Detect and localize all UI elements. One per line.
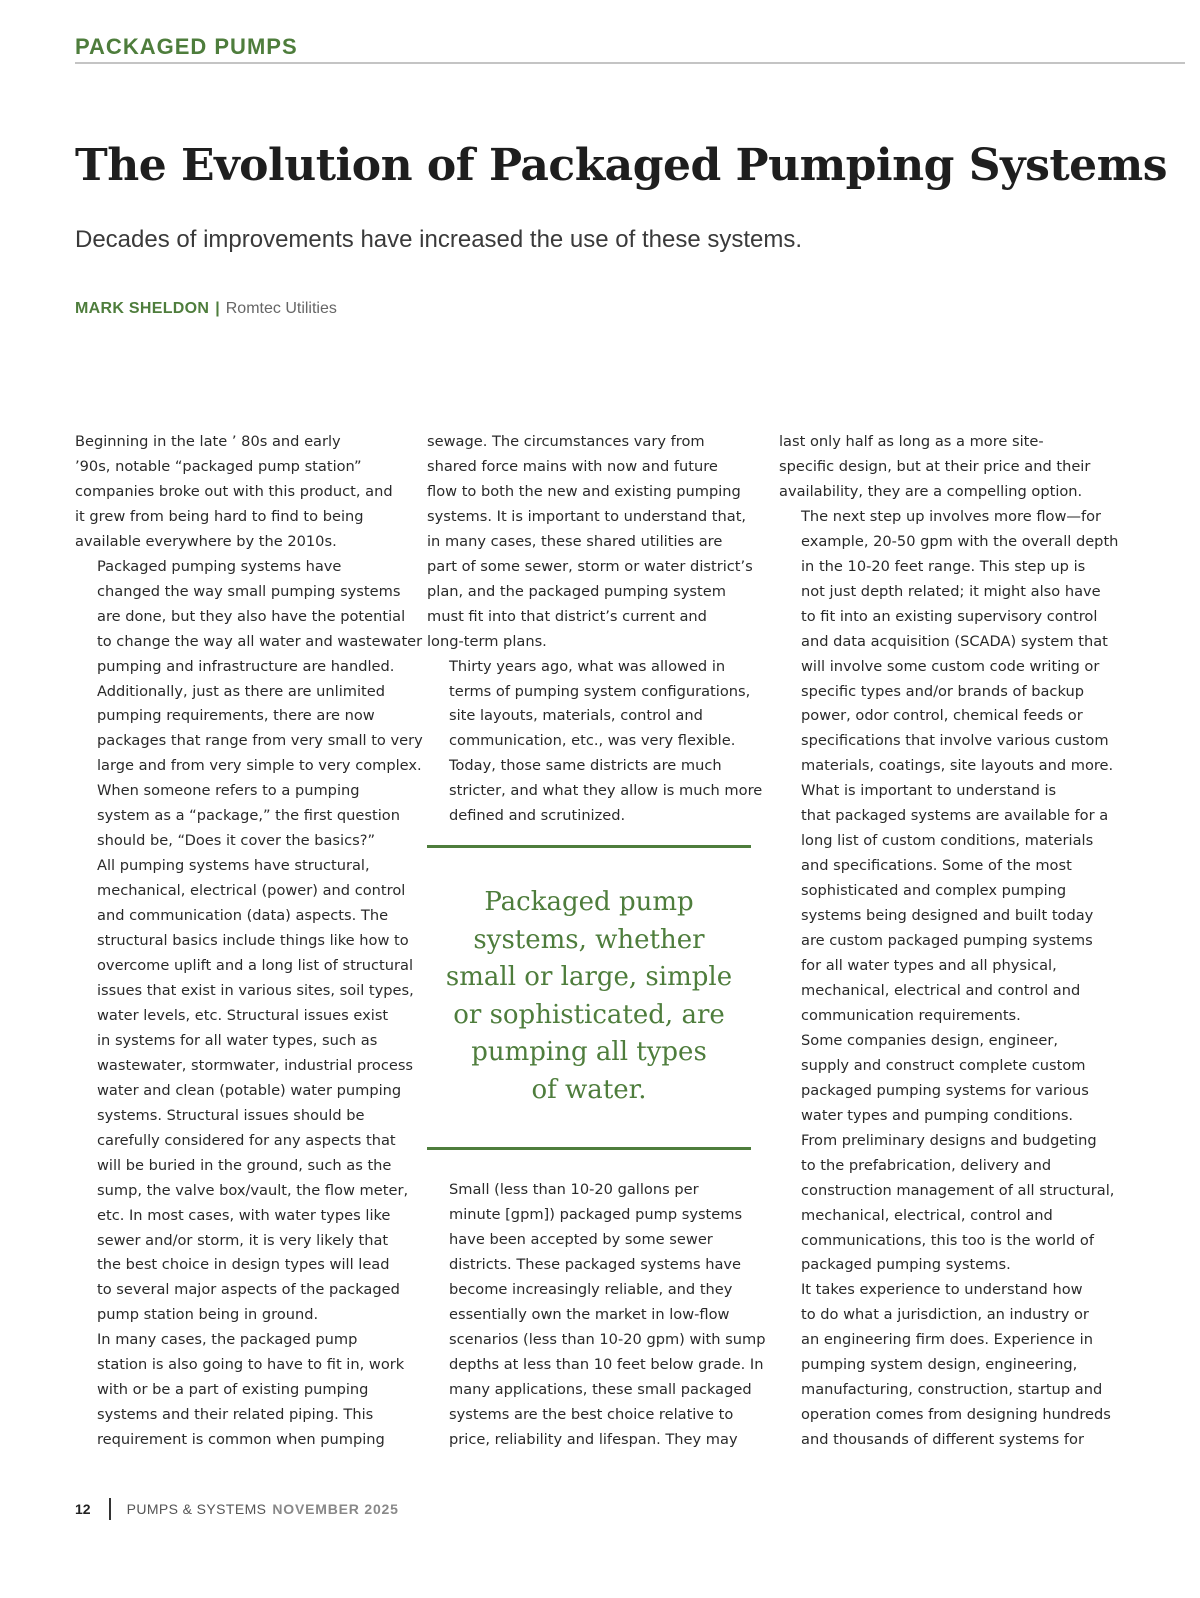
text-line: specifications that involve various custom — [801, 732, 1109, 750]
text-line: part of some sewer, storm or water district’s — [427, 557, 753, 575]
text-line: become increasingly reliable, and they — [449, 1280, 733, 1298]
text-line: systems are the best choice relative to — [449, 1405, 734, 1423]
text-line: pumping requirements, there are now — [97, 707, 375, 725]
text-line: not just depth related; it might also have — [801, 582, 1101, 600]
text-line: shared force mains with now and future — [427, 457, 718, 475]
text-line: to do what a jurisdiction, an industry or — [801, 1306, 1089, 1324]
text-line: will involve some custom code writing or — [801, 657, 1100, 675]
paragraph — [427, 430, 757, 655]
pull-quote-line: of water. — [531, 1074, 647, 1105]
text-line: in systems for all water types, such as — [97, 1031, 378, 1049]
text-line: scenarios (less than 10-20 gpm) with sump — [449, 1330, 766, 1348]
paragraph — [779, 430, 1109, 505]
text-line: Some companies design, engineer, — [801, 1031, 1059, 1049]
text-line: communication requirements. — [801, 1006, 1021, 1024]
text-line: availability, they are a compelling option. — [779, 482, 1083, 500]
text-line: packaged pumping systems. — [801, 1256, 1011, 1274]
text-line: it grew from being hard to find to being — [75, 507, 364, 525]
text-line: minute [gpm]) packaged pump systems — [449, 1205, 743, 1223]
text-line: pumping and infrastructure are handled. — [97, 657, 395, 675]
text-line: power, odor control, chemical feeds or — [801, 707, 1083, 725]
text-line: systems. Structural issues should be — [97, 1106, 365, 1124]
text-line: water levels, etc. Structural issues exist — [97, 1006, 389, 1024]
text-line: overcome uplift and a long list of structural — [97, 957, 414, 975]
paragraph — [427, 1178, 766, 1452]
text-line: specific types and/or brands of backup — [801, 682, 1084, 700]
pull-quote-line: small or large, simple — [445, 962, 733, 992]
author-affiliation: Romtec Utilities — [225, 300, 337, 317]
text-line: mechanical, electrical and control and — [801, 981, 1081, 999]
text-line: essentially own the market in low-flow — [449, 1305, 730, 1323]
text-line: to the prefabrication, delivery and — [801, 1156, 1052, 1174]
text-line: wastewater, stormwater, industrial process — [97, 1056, 414, 1074]
text-line: etc. In most cases, with water types like — [97, 1206, 391, 1224]
text-line: water and clean (potable) water pumping — [97, 1081, 402, 1099]
text-line: sophisticated and complex pumping — [801, 882, 1067, 900]
paragraph — [779, 505, 1119, 779]
pull-quote-line: pumping all types — [471, 1037, 707, 1067]
text-line: and thousands of different systems for — [801, 1431, 1084, 1449]
text-line: system as a “package,” the first question — [97, 807, 400, 825]
text-line: and specifications. Some of the most — [801, 857, 1072, 875]
text-line: ’90s, notable “packaged pump station” — [75, 457, 362, 475]
text-line: When someone refers to a pumping — [97, 782, 360, 800]
text-line: that packaged systems are available for a — [801, 807, 1109, 825]
text-line: station is also going to have to fit in, work — [97, 1356, 405, 1374]
text-line: mechanical, electrical, control and — [801, 1206, 1053, 1224]
text-line: and communication (data) aspects. The — [97, 907, 389, 925]
text-line: water types and pumping conditions. — [801, 1106, 1074, 1124]
pull-quote-rule-top — [427, 845, 751, 848]
text-line: site layouts, materials, control and — [449, 707, 703, 725]
byline-separator: | — [215, 300, 220, 317]
text-line: What is important to understand is — [801, 782, 1057, 800]
paragraph — [75, 555, 423, 780]
column-2 — [427, 430, 763, 829]
text-line: issues that exist in various sites, soil types, — [97, 981, 414, 999]
paragraph — [779, 1029, 1115, 1279]
paragraph — [427, 655, 763, 830]
pull-quote — [427, 884, 751, 1109]
issue-date: NOVEMBER 2025 — [272, 1501, 399, 1517]
text-line: Packaged pumping systems have — [97, 557, 342, 575]
text-line: Small (less than 10-20 gallons per — [449, 1181, 699, 1198]
text-line: have been accepted by some sewer — [449, 1230, 713, 1248]
text-line: sump, the valve box/vault, the flow meter, — [97, 1181, 409, 1199]
text-line: many applications, these small packaged — [449, 1380, 752, 1398]
text-line: long list of custom conditions, materials — [801, 832, 1094, 850]
paragraph — [75, 1328, 405, 1453]
text-line: structural basics include things like how to — [97, 932, 409, 950]
text-line: Thirty years ago, what was allowed in — [449, 657, 726, 675]
text-line: sewage. The circumstances vary from — [427, 433, 705, 450]
text-line: must fit into that district’s current and — [427, 607, 707, 625]
text-line: depths at less than 10 feet below grade. In — [449, 1355, 764, 1373]
text-line: Additionally, just as there are unlimited — [97, 682, 386, 700]
text-line: materials, coatings, site layouts and more. — [801, 757, 1114, 775]
text-line: construction management of all structural, — [801, 1181, 1115, 1199]
text-line: systems and their related piping. This — [97, 1406, 374, 1424]
article-subtitle: Decades of improvements have increased the use of these systems. — [75, 226, 803, 253]
text-line: companies broke out with this product, and — [75, 482, 393, 500]
pull-quote-line: systems, whether — [473, 924, 705, 955]
text-line: supply and construct complete custom — [801, 1056, 1086, 1074]
text-line: Today, those same districts are much — [449, 757, 722, 775]
text-line: It takes experience to understand how — [801, 1281, 1083, 1299]
paragraph — [779, 1278, 1109, 1453]
column-1 — [75, 430, 423, 1453]
text-line: terms of pumping system configurations, — [449, 682, 751, 700]
text-line: are custom packaged pumping systems — [801, 932, 1093, 950]
pull-quote-rule-bottom — [427, 1147, 751, 1150]
text-line: in the 10-20 feet range. This step up is — [801, 557, 1086, 575]
page-footer — [75, 1497, 399, 1521]
column-2-continued — [427, 1178, 766, 1452]
text-line: should be, “Does it cover the basics?” — [97, 832, 376, 850]
text-line: sewer and/or storm, it is very likely that — [97, 1231, 389, 1249]
text-line: pumping system design, engineering, — [801, 1356, 1078, 1374]
header-rule — [75, 62, 1185, 64]
paragraph — [75, 430, 405, 555]
article-title: The Evolution of Packaged Pumping Systems — [75, 140, 1167, 191]
text-line: changed the way small pumping systems — [97, 582, 401, 600]
text-line: specific design, but at their price and their — [779, 457, 1091, 475]
text-line: are done, but they also have the potential — [97, 607, 406, 625]
text-line: The next step up involves more flow—for — [801, 507, 1102, 525]
paragraph — [779, 779, 1109, 1029]
text-line: carefully considered for any aspects that — [97, 1131, 396, 1149]
text-line: manufacturing, construction, startup and — [801, 1381, 1103, 1399]
text-line: pump station being in ground. — [97, 1306, 319, 1324]
text-line: the best choice in design types will lead — [97, 1256, 390, 1274]
magazine-name: PUMPS & SYSTEMS — [126, 1501, 267, 1517]
text-line: In many cases, the packaged pump — [97, 1331, 358, 1349]
page-number: 12 — [75, 1501, 91, 1517]
text-line: flow to both the new and existing pumping — [427, 482, 741, 500]
text-line: price, reliability and lifespan. They may — [449, 1430, 738, 1448]
text-line: operation comes from designing hundreds — [801, 1406, 1111, 1424]
text-line: communication, etc., was very flexible. — [449, 732, 736, 750]
text-line: last only half as long as a more site- — [779, 433, 1044, 450]
pull-quote-line: Packaged pump — [484, 887, 694, 917]
author-name: MARK SHELDON — [75, 300, 210, 317]
text-line: to several major aspects of the packaged — [97, 1281, 400, 1299]
paragraph — [75, 779, 414, 1328]
text-line: requirement is common when pumping — [97, 1431, 385, 1449]
text-line: districts. These packaged systems have — [449, 1255, 742, 1273]
text-line: to change the way all water and wastewater — [97, 632, 423, 650]
text-line: available everywhere by the 2010s. — [75, 532, 337, 550]
text-line: plan, and the packaged pumping system — [427, 582, 726, 600]
text-line: long-term plans. — [427, 632, 547, 650]
text-line: packages that range from very small to very — [97, 732, 423, 750]
text-line: stricter, and what they allow is much more — [449, 782, 763, 800]
text-line: systems. It is important to understand that, — [427, 507, 747, 525]
text-line: to fit into an existing supervisory control — [801, 607, 1098, 625]
text-line: All pumping systems have structural, — [97, 857, 370, 875]
text-line: mechanical, electrical (power) and control — [97, 882, 406, 900]
text-line: for all water types and all physical, — [801, 957, 1057, 975]
pull-quote-line: or sophisticated, are — [453, 999, 725, 1030]
text-line: and data acquisition (SCADA) system that — [801, 632, 1108, 650]
text-line: large and from very simple to very complex. — [97, 757, 422, 775]
text-line: Beginning in the late ’ 80s and early — [75, 433, 341, 450]
text-line: systems being designed and built today — [801, 907, 1094, 925]
text-line: defined and scrutinized. — [449, 807, 626, 825]
text-line: From preliminary designs and budgeting — [801, 1131, 1097, 1149]
text-line: with or be a part of existing pumping — [97, 1381, 369, 1399]
byline — [75, 300, 337, 318]
text-line: example, 20-50 gpm with the overall depth — [801, 532, 1119, 550]
footer-divider — [109, 1498, 111, 1520]
text-line: an engineering firm does. Experience in — [801, 1331, 1093, 1349]
text-line: will be buried in the ground, such as the — [97, 1156, 392, 1174]
text-line: communications, this too is the world of — [801, 1231, 1095, 1249]
column-3 — [779, 430, 1119, 1453]
text-line: in many cases, these shared utilities are — [427, 532, 723, 550]
section-label: PACKAGED PUMPS — [75, 34, 298, 59]
text-line: packaged pumping systems for various — [801, 1081, 1089, 1099]
